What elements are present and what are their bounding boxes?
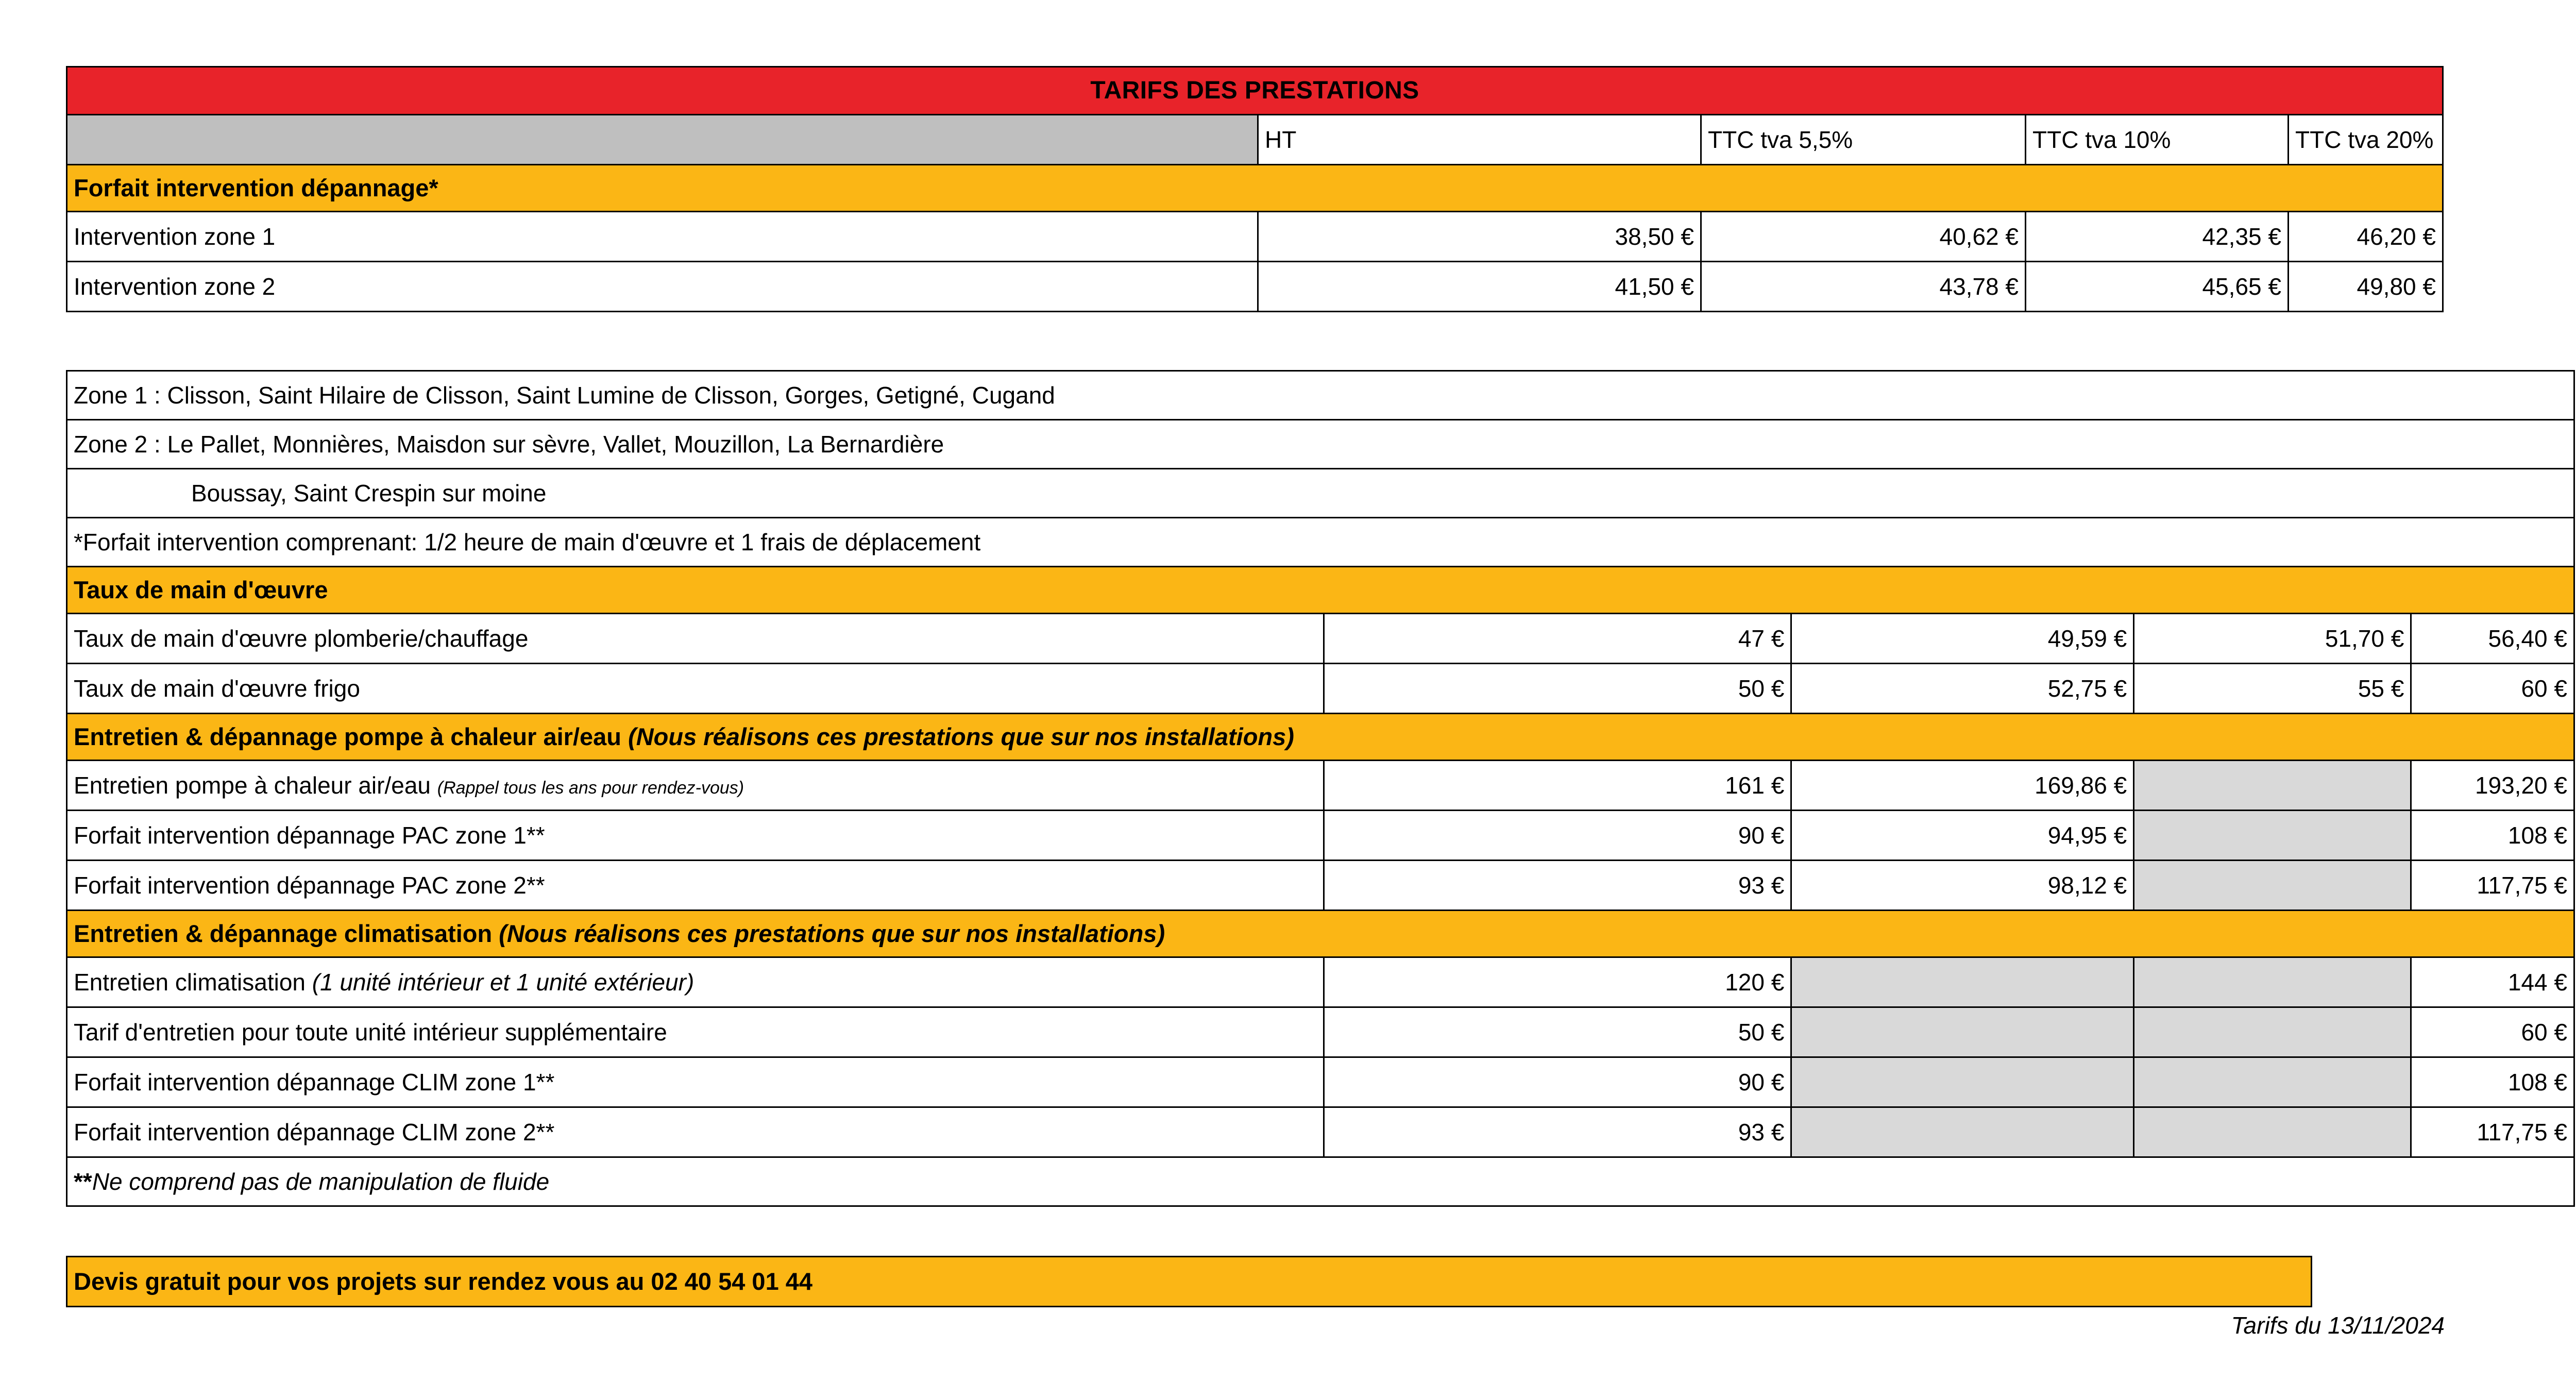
footer-date: Tarifs du 13/11/2024 — [2231, 1312, 2445, 1339]
cell-ht: 93 € — [1324, 1107, 1791, 1157]
cell-ht: 93 € — [1324, 861, 1791, 911]
cell-ttc-55: 49,59 € — [1791, 614, 2134, 664]
cell-ttc-20: 108 € — [2411, 1057, 2574, 1107]
row-label-text: Entretien climatisation — [74, 968, 306, 996]
devis-banner-table — [66, 1256, 2312, 1307]
cell-ttc-55: 43,78 € — [1701, 262, 2026, 312]
cell-ttc-10: 42,35 € — [2026, 212, 2289, 262]
cell-ttc-10-disabled — [2134, 1107, 2411, 1157]
column-header-ttc-10: TTC tva 10% — [2026, 115, 2289, 165]
row-label: Taux de main d'œuvre plomberie/chauffage — [67, 614, 1324, 664]
note-row-zone2 — [67, 420, 2574, 469]
footnote-marks: ** — [74, 1168, 92, 1195]
cell-ttc-55-disabled — [1791, 1107, 2134, 1157]
section-band-row — [67, 165, 2443, 212]
row-label: Intervention zone 2 — [67, 262, 1258, 312]
cell-ttc-10-disabled — [2134, 811, 2411, 861]
table-row — [67, 212, 2443, 262]
cell-ht: 50 € — [1324, 1007, 1791, 1057]
section-band-pac-title: Entretien & dépannage pompe à chaleur air/eau — [74, 723, 622, 751]
cell-ttc-10: 45,65 € — [2026, 262, 2289, 312]
note-zone-1: Zone 1 : Clisson, Saint Hilaire de Clisson, Saint Lumine de Clisson, Gorges, Getigné, Cugand — [67, 371, 2574, 420]
row-label: Intervention zone 1 — [67, 212, 1258, 262]
footnote-fluide — [67, 1157, 2574, 1206]
table-row — [67, 761, 2574, 811]
row-label: Taux de main d'œuvre frigo — [67, 664, 1324, 714]
cell-ttc-10: 51,70 € — [2134, 614, 2411, 664]
table-row — [67, 957, 2574, 1007]
cell-ttc-10-disabled — [2134, 761, 2411, 811]
devis-banner: Devis gratuit pour vos projets sur rendez vous au 02 40 54 01 44 — [67, 1257, 2312, 1307]
cell-ttc-55: 94,95 € — [1791, 811, 2134, 861]
section-band-forfait: Forfait intervention dépannage* — [67, 165, 2443, 212]
section-band-main-oeuvre: Taux de main d'œuvre — [67, 567, 2574, 614]
cell-ttc-20: 49,80 € — [2289, 262, 2443, 312]
cell-ttc-10: 55 € — [2134, 664, 2411, 714]
note-row-forfait — [67, 518, 2574, 567]
cell-ttc-55-disabled — [1791, 1007, 2134, 1057]
note-forfait-detail: *Forfait intervention comprenant: 1/2 heure de main d'œuvre et 1 frais de déplacement — [67, 518, 2574, 567]
table-row — [67, 1007, 2574, 1057]
cell-ttc-20: 56,40 € — [2411, 614, 2574, 664]
table-row — [67, 664, 2574, 714]
row-label: Tarif d'entretien pour toute unité intérieur supplémentaire — [67, 1007, 1324, 1057]
cell-ttc-10-disabled — [2134, 861, 2411, 911]
row-label: Forfait intervention dépannage CLIM zone 2** — [67, 1107, 1324, 1157]
cell-ttc-10-disabled — [2134, 1007, 2411, 1057]
title-row — [67, 67, 2443, 115]
cell-ttc-20: 117,75 € — [2411, 1107, 2574, 1157]
table-row — [67, 1107, 2574, 1157]
cell-ttc-55-disabled — [1791, 957, 2134, 1007]
cell-ttc-20: 108 € — [2411, 811, 2574, 861]
row-label: Forfait intervention dépannage PAC zone 1** — [67, 811, 1324, 861]
section-band-clim — [67, 911, 2574, 957]
cell-ttc-20: 144 € — [2411, 957, 2574, 1007]
cell-ttc-55: 40,62 € — [1701, 212, 2026, 262]
table-row — [67, 614, 2574, 664]
table-row — [67, 811, 2574, 861]
row-label — [67, 761, 1324, 811]
column-header-ht: HT — [1258, 115, 1701, 165]
cell-ttc-55: 98,12 € — [1791, 861, 2134, 911]
column-header-ttc-20: TTC tva 20% — [2289, 115, 2443, 165]
cell-ht: 90 € — [1324, 1057, 1791, 1107]
section-band-row — [67, 911, 2574, 957]
cell-ttc-20: 60 € — [2411, 1007, 2574, 1057]
section-band-row — [67, 714, 2574, 761]
cell-ttc-20: 117,75 € — [2411, 861, 2574, 911]
section-band-row — [67, 567, 2574, 614]
main-pricing-table — [66, 370, 2575, 1207]
cell-ht: 38,50 € — [1258, 212, 1701, 262]
cell-ht: 47 € — [1324, 614, 1791, 664]
row-label-note: (Rappel tous les ans pour rendez-vous) — [437, 778, 744, 798]
section-band-clim-note: (Nous réalisons ces prestations que sur nos installations) — [499, 920, 1165, 948]
cell-ht: 120 € — [1324, 957, 1791, 1007]
footnote-row — [67, 1157, 2574, 1206]
cell-ttc-55: 52,75 € — [1791, 664, 2134, 714]
cell-ht: 50 € — [1324, 664, 1791, 714]
row-label-note: (1 unité intérieur et 1 unité extérieur) — [312, 968, 694, 996]
section-band-pac-note: (Nous réalisons ces prestations que sur nos installations) — [628, 723, 1294, 751]
page-title: TARIFS DES PRESTATIONS — [67, 67, 2443, 115]
row-label: Forfait intervention dépannage PAC zone 2** — [67, 861, 1324, 911]
cell-ttc-20: 60 € — [2411, 664, 2574, 714]
cell-ttc-20: 46,20 € — [2289, 212, 2443, 262]
forfait-pricing-table — [66, 66, 2444, 312]
table-row — [67, 861, 2574, 911]
cell-ht: 41,50 € — [1258, 262, 1701, 312]
section-band-pac — [67, 714, 2574, 761]
cell-ht: 161 € — [1324, 761, 1791, 811]
note-zone-2: Zone 2 : Le Pallet, Monnières, Maisdon sur sèvre, Vallet, Mouzillon, La Bernardière — [67, 420, 2574, 469]
column-header-label — [67, 115, 1258, 165]
note-zone-2-continued: Boussay, Saint Crespin sur moine — [67, 469, 2574, 518]
table-row — [67, 262, 2443, 312]
row-label — [67, 957, 1324, 1007]
cell-ttc-20: 193,20 € — [2411, 761, 2574, 811]
cell-ttc-55-disabled — [1791, 1057, 2134, 1107]
table-row — [67, 1057, 2574, 1107]
note-row-zone2-cont — [67, 469, 2574, 518]
column-header-ttc-55: TTC tva 5,5% — [1701, 115, 2026, 165]
row-label: Forfait intervention dépannage CLIM zone 1** — [67, 1057, 1324, 1107]
cell-ttc-55: 169,86 € — [1791, 761, 2134, 811]
row-label-text: Entretien pompe à chaleur air/eau — [74, 771, 431, 799]
section-band-clim-title: Entretien & dépannage climatisation — [74, 920, 493, 948]
devis-row — [67, 1257, 2312, 1307]
cell-ttc-10-disabled — [2134, 1057, 2411, 1107]
column-header-row — [67, 115, 2443, 165]
cell-ht: 90 € — [1324, 811, 1791, 861]
footnote-text: Ne comprend pas de manipulation de fluide — [92, 1168, 550, 1195]
cell-ttc-10-disabled — [2134, 957, 2411, 1007]
note-row-zone1 — [67, 371, 2574, 420]
